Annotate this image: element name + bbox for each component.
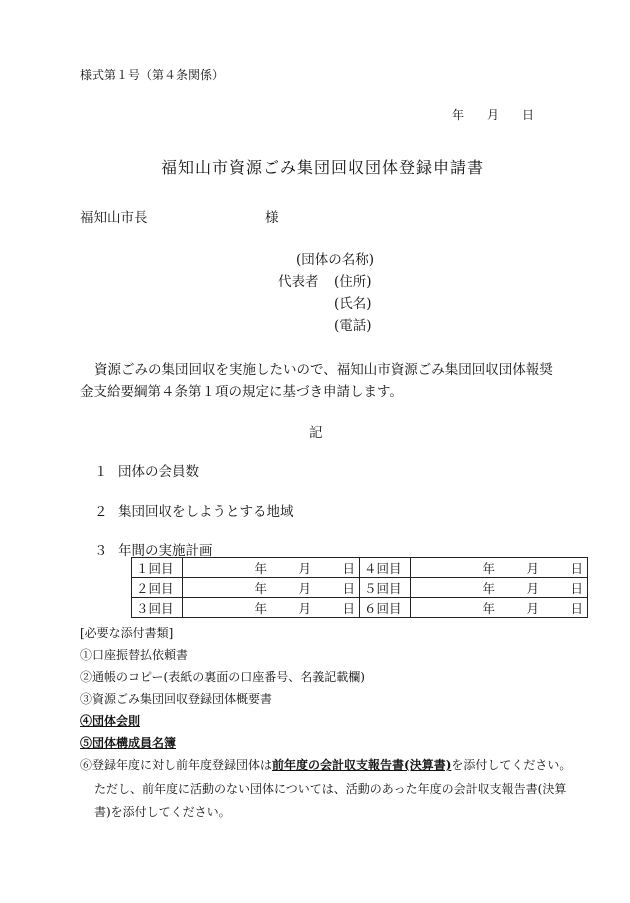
attachment-item-6: [80, 756, 571, 773]
plan-table: [131, 557, 588, 618]
item-number: １: [94, 464, 108, 480]
representative-label: 代表者: [278, 274, 319, 290]
item-label: 集団回収をしようとする地域: [118, 504, 294, 520]
body-line-2: 金支給要綱第４条第１項の規定に基づき申請します。: [80, 384, 403, 400]
round-label: １回目: [132, 558, 183, 578]
item-label: 団体の会員数: [118, 464, 199, 480]
round-label: ２回目: [132, 578, 183, 598]
item6-emphasis: 前年度の会計収支報告書(決算書): [272, 758, 452, 772]
item-number: ３: [94, 543, 108, 559]
attachment-item: ④団体会則: [80, 714, 141, 728]
table-row: [132, 558, 588, 578]
body-line-1: 資源ごみの集団回収を実施したいので、福知山市資源ごみ集団回収団体報奨: [94, 362, 553, 378]
date-cell[interactable]: 年 月 日: [411, 598, 588, 618]
addressee-name: 福知山市長: [80, 210, 148, 226]
attachment-item: ①口座振替払依頼書: [80, 648, 189, 662]
date-year: 年: [452, 108, 465, 122]
round-label: ５回目: [360, 578, 411, 598]
attachment-item: ②通帳のコピー(表紙の裏面の口座番号、名義記載欄): [80, 670, 365, 684]
form-number: 様式第１号（第４条関係）: [80, 68, 225, 82]
addressee-honorific: 様: [265, 210, 279, 226]
attachment-item: ⑤団体構成員名簿: [80, 736, 177, 750]
attachments-heading: [必要な添付書類]: [80, 626, 174, 640]
attachment-item: ③資源ごみ集団回収登録団体概要書: [80, 692, 273, 706]
round-label: ４回目: [360, 558, 411, 578]
attachment-item-6-line-2: ただし、前年度に活動のない団体については、活動のあった年度の会計収支報告書(決算: [94, 782, 567, 796]
item-label: 年間の実施計画: [118, 543, 213, 559]
date-cell[interactable]: 年 月 日: [411, 558, 588, 578]
date-cell[interactable]: 年 月 日: [183, 558, 360, 578]
item6-suffix: を添付してください。: [451, 758, 572, 772]
date-cell[interactable]: 年 月 日: [411, 578, 588, 598]
org-name-label: (団体の名称): [296, 252, 375, 268]
date-cell[interactable]: 年 月 日: [183, 598, 360, 618]
round-label: ３回目: [132, 598, 183, 618]
ki-heading: 記: [309, 425, 323, 441]
round-label: ６回目: [360, 598, 411, 618]
table-row: [132, 578, 588, 598]
date-cell[interactable]: 年 月 日: [183, 578, 360, 598]
attachment-item-6-line-3: 書)を添付してください。: [94, 805, 231, 819]
item-number: ２: [94, 504, 108, 520]
document-title: 福知山市資源ごみ集団回収団体登録申請書: [161, 158, 485, 177]
table-row: [132, 598, 588, 618]
date-month: 月: [487, 108, 500, 122]
item6-prefix: ⑥登録年度に対し前年度登録団体は: [80, 758, 273, 772]
address-label: (住所): [334, 274, 372, 290]
phone-label: (電話): [334, 318, 372, 334]
date-day: 日: [522, 108, 535, 122]
name-label: (氏名): [334, 296, 372, 312]
